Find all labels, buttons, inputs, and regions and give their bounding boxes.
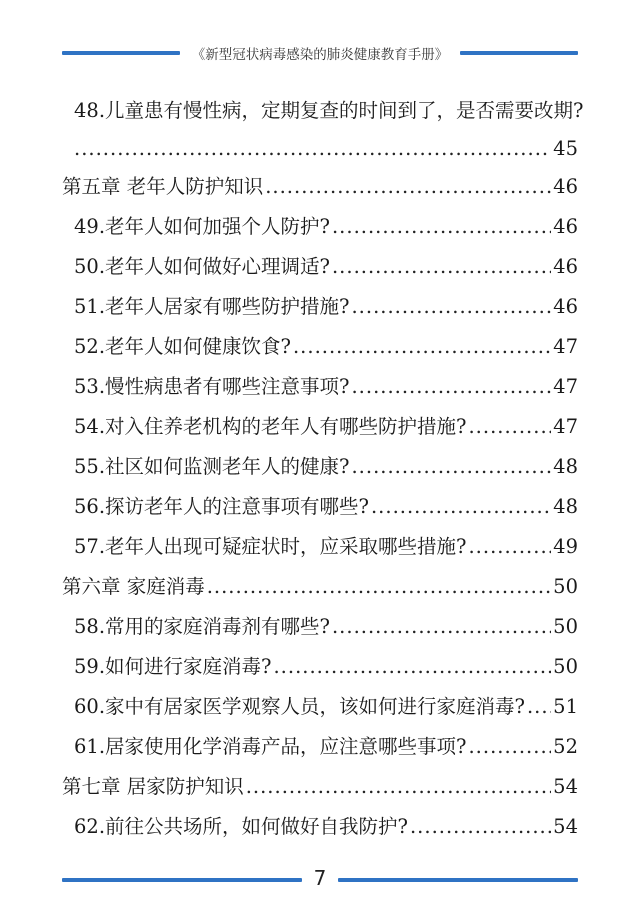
toc-entry-title: 57.老年人出现可疑症状时，应采取哪些措施? <box>74 535 467 558</box>
header-rule-right <box>460 51 578 55</box>
toc-leader-dots <box>332 612 551 642</box>
toc-entry <box>62 412 578 442</box>
toc-leader-dots <box>527 692 551 722</box>
toc-leader-dots <box>332 212 551 242</box>
toc-page-number: 54 <box>553 815 578 838</box>
toc-entry-title: 56.探访老年人的注意事项有哪些? <box>74 495 369 518</box>
toc-entry-title: 55.社区如何监测老年人的健康? <box>74 455 350 478</box>
toc-entry <box>62 96 584 126</box>
toc-entry-title: 第七章 居家防护知识 <box>62 775 244 798</box>
toc-page-number: 46 <box>553 295 578 318</box>
toc-page-number: 51 <box>553 695 578 718</box>
toc-leader-dots <box>351 292 551 322</box>
toc-page-number: 47 <box>553 415 578 438</box>
toc-entry <box>62 532 578 562</box>
toc-page-number: 46 <box>553 255 578 278</box>
toc-entry <box>62 212 578 242</box>
toc-leader-dots <box>265 172 551 202</box>
toc-entry-title: 48.儿童患有慢性病，定期复查的时间到了，是否需要改期? <box>74 99 584 122</box>
toc-entry-title: 58.常用的家庭消毒剂有哪些? <box>74 615 330 638</box>
toc-entry <box>62 492 578 522</box>
header-rule-left <box>62 51 180 55</box>
toc-entry <box>62 732 578 762</box>
toc-entry <box>62 252 578 282</box>
toc-page-number: 52 <box>553 735 578 758</box>
page-header <box>62 38 578 70</box>
toc-leader-dots <box>293 332 551 362</box>
toc-page-number: 50 <box>553 615 578 638</box>
toc-entry-title: 第五章 老年人防护知识 <box>62 175 264 198</box>
page-number: 7 <box>313 866 327 890</box>
toc-chapter <box>62 772 578 802</box>
toc-entry-title: 49.老年人如何加强个人防护? <box>74 215 330 238</box>
toc-page-number: 48 <box>553 455 578 478</box>
toc-entry-title: 54.对入住养老机构的老年人有哪些防护措施? <box>74 415 467 438</box>
toc-entry <box>62 452 578 482</box>
toc-leader-dots <box>207 572 551 602</box>
toc-leader-dots <box>351 372 551 402</box>
toc-leader-dots <box>410 812 551 842</box>
toc-entry <box>62 292 578 322</box>
toc-leader-dots <box>468 412 551 442</box>
toc-entry <box>62 134 578 164</box>
toc-page-number: 45 <box>553 137 578 160</box>
toc-entry <box>62 692 578 722</box>
footer-rule-left <box>62 878 302 882</box>
toc-leader-dots <box>332 252 551 282</box>
toc-leader-dots <box>74 134 551 164</box>
toc-entry-title: 50.老年人如何做好心理调适? <box>74 255 330 278</box>
toc-entry-title: 53.慢性病患者有哪些注意事项? <box>74 375 350 398</box>
toc-entry <box>62 612 578 642</box>
toc-leader-dots <box>273 652 551 682</box>
toc-chapter <box>62 572 578 602</box>
toc-page-number: 54 <box>553 775 578 798</box>
toc-leader-dots <box>468 732 551 762</box>
toc-entry-title: 62.前往公共场所，如何做好自我防护? <box>74 815 408 838</box>
toc-leader-dots <box>246 772 551 802</box>
book-title: 《新型冠状病毒感染的肺炎健康教育手册》 <box>191 47 449 63</box>
toc-page-number: 50 <box>553 575 578 598</box>
toc-chapter <box>62 172 578 202</box>
page-footer <box>62 864 578 894</box>
toc-entry <box>62 812 578 842</box>
toc-entry <box>62 652 578 682</box>
footer-rule-right <box>338 878 578 882</box>
toc-page-number: 50 <box>553 655 578 678</box>
toc-page-number: 46 <box>553 215 578 238</box>
toc-page-number: 49 <box>553 535 578 558</box>
toc-entry-title: 61.居家使用化学消毒产品，应注意哪些事项? <box>74 735 467 758</box>
toc-entry-title: 52.老年人如何健康饮食? <box>74 335 291 358</box>
toc-page-number: 47 <box>553 375 578 398</box>
toc-entry-title: 60.家中有居家医学观察人员，该如何进行家庭消毒? <box>74 695 525 718</box>
toc-entry <box>62 372 578 402</box>
toc-entry <box>62 332 578 362</box>
toc-page-number: 48 <box>553 495 578 518</box>
toc-entry-title: 第六章 家庭消毒 <box>62 575 205 598</box>
toc-leader-dots <box>351 452 551 482</box>
toc-leader-dots <box>468 532 551 562</box>
toc-page-number: 47 <box>553 335 578 358</box>
toc-entry-title: 59.如何进行家庭消毒? <box>74 655 272 678</box>
toc-entry-title: 51.老年人居家有哪些防护措施? <box>74 295 350 318</box>
toc-leader-dots <box>371 492 551 522</box>
toc-page-number: 46 <box>553 175 578 198</box>
